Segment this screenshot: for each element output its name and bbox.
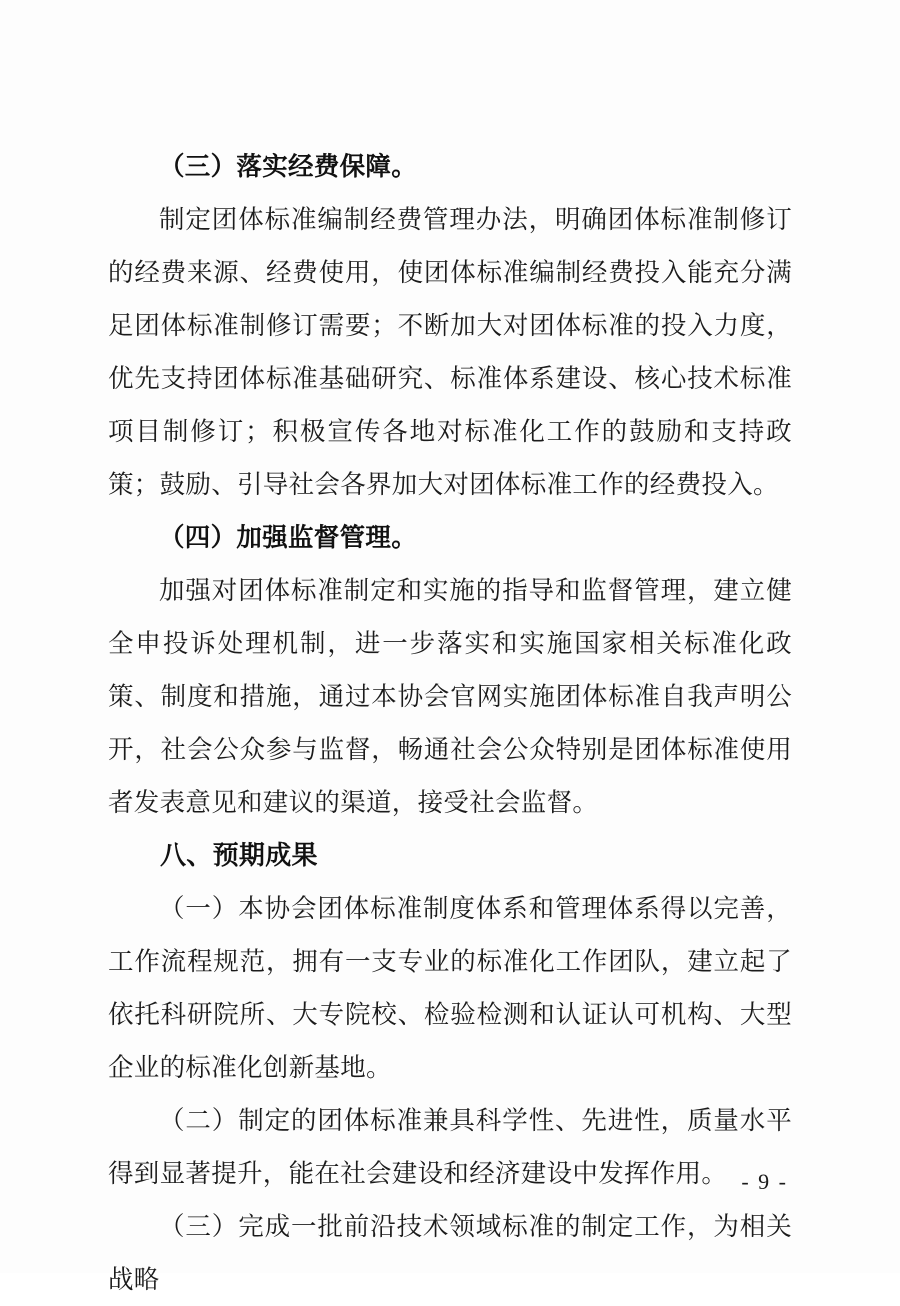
section-heading-3: （三）落实经费保障。 [159, 152, 418, 181]
section-heading-eight: 八、预期成果 [160, 841, 318, 870]
paragraph-outcome-3: （三）完成一批前沿技术领域标准的制定工作，为相关战略 [108, 1212, 792, 1294]
paragraph-funding: 制定团体标准编制经费管理办法，明确团体标准制修订的经费来源、经费使用，使团体标准编制经费投入能充分满足团体标准制修订需要；不断加大对团体标准的投入力度，优先支持团体标准基础研究、标准体系建设、核心技术标准项目制修订；积极宣传各地对标准化工作的鼓励和支持政策；鼓励、引导社会各界加大对团体标准工作的经费投入。 [108, 205, 792, 499]
document-body [108, 140, 792, 1306]
paragraph-outcome-1: （一）本协会团体标准制度体系和管理体系得以完善，工作流程规范，拥有一支专业的标准化工作团队，建立起了依托科研院所、大专院校、检验检测和认证认可机构、大型企业的标准化创新基地。 [108, 894, 792, 1082]
paragraph-supervision: 加强对团体标准制定和实施的指导和监督管理，建立健全申投诉处理机制，进一步落实和实施国家相关标准化政策、制度和措施，通过本协会官网实施团体标准自我声明公开，社会公众参与监督，畅通社会公众特别是团体标准使用者发表意见和建议的渠道，接受社会监督。 [108, 576, 792, 817]
page-number: - 9 - [741, 1169, 788, 1194]
paragraph-outcome-2: （二）制定的团体标准兼具科学性、先进性，质量水平得到显著提升，能在社会建设和经济建设中发挥作用。 [108, 1106, 792, 1188]
section-heading-4: （四）加强监督管理。 [159, 523, 418, 552]
